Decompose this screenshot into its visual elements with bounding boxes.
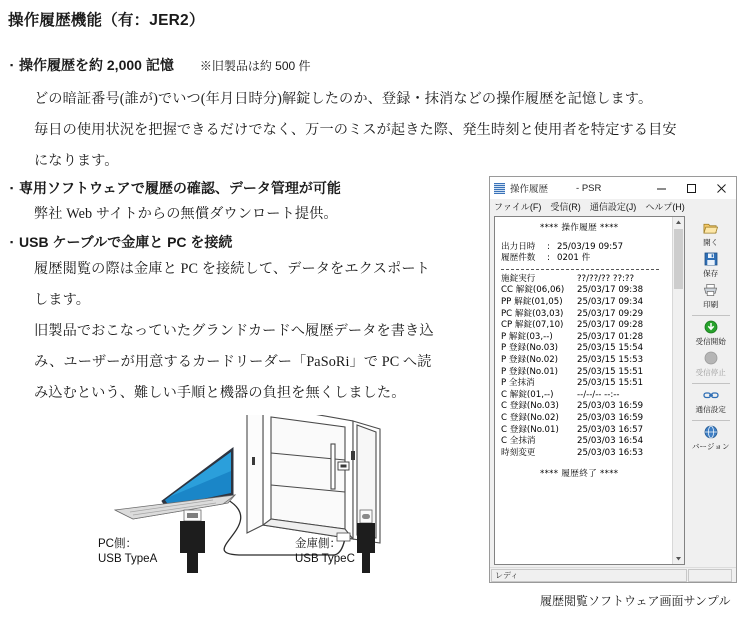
log-entry-event: C 登録(No.02) [501, 412, 559, 423]
log-entry-event: C 登録(No.01) [501, 424, 559, 435]
log-header: **** 操作履歴 **** [539, 223, 619, 233]
info-globe-icon [703, 424, 719, 440]
log-entry-event: P 登録(No.01) [501, 366, 559, 377]
safe-side-label [295, 537, 355, 567]
log-field-value: 25/03/19 09:57 [557, 241, 624, 252]
bullet-icon: ▪ [10, 237, 14, 247]
log-entry-event: C 全抹消 [501, 436, 536, 447]
section-heading-3 [10, 232, 232, 252]
log-entry-timestamp: 25/03/03 16:53 [577, 447, 644, 458]
body-line: になります。 [34, 153, 119, 169]
log-field-value: 0201 件 [557, 253, 591, 264]
log-entry-row [501, 274, 671, 286]
pc-side-label [98, 537, 157, 567]
close-icon[interactable] [706, 177, 736, 199]
status-cell-2 [688, 569, 732, 582]
log-field-output-datetime [501, 242, 671, 254]
log-entry-event: C 登録(No.03) [501, 401, 559, 412]
log-entry-row [501, 309, 671, 321]
log-entry-timestamp: 25/03/17 01:28 [577, 331, 644, 342]
body-line: します。 [34, 292, 91, 308]
log-entry-row [501, 425, 671, 437]
link-icon [703, 387, 719, 403]
toolbar-button-save[interactable] [689, 250, 733, 281]
log-entry-timestamp: 25/03/03 16:57 [577, 424, 644, 435]
log-field-label: 出力日時 [501, 241, 536, 252]
log-entry-timestamp: ??/??/?? ??:?? [577, 273, 635, 284]
toolbar-label-comm-settings: 通信設定 [695, 405, 726, 414]
toolbar-button-open[interactable] [689, 219, 733, 250]
log-entry-timestamp: 25/03/17 09:28 [577, 320, 644, 331]
window-subtitle: - PSR [576, 182, 602, 194]
log-entry-timestamp: 25/03/03 16:59 [577, 401, 644, 412]
log-entry-event: CP 解錠(07,10) [501, 320, 564, 331]
toolbar-label-version: バージョン [691, 442, 730, 451]
log-entry-timestamp: --/--/-- --:-- [577, 389, 620, 400]
body-line: 毎日の使用状況を把握できるだけでなく、万一のミスが起きた際、発生時刻と使用者を特定する目安 [34, 122, 677, 138]
toolbar-label-open: 開く [703, 238, 719, 247]
body-line: み、ユーザーが用意するカードリーダー「PaSoRi」で PC へ読 [34, 354, 432, 370]
menu-item-receive[interactable]: 受信(R) [550, 202, 581, 212]
log-field-record-count [501, 253, 671, 265]
bullet-icon: ▪ [10, 60, 14, 70]
usb-type-c-plug [357, 510, 375, 573]
log-entry-row [501, 390, 671, 402]
history-log-panel[interactable] [494, 216, 685, 565]
log-entry-row [501, 297, 671, 309]
log-entry-timestamp: 25/03/17 09:29 [577, 308, 644, 319]
scrollbar-thumb[interactable] [674, 229, 683, 289]
app-screenshot-caption: 履歴閲覧ソフトウェア画面サンプル [540, 594, 731, 608]
log-entry-timestamp: 25/03/15 15:51 [577, 378, 644, 389]
log-entry-row [501, 332, 671, 344]
body-line: み込むという、難しい手順と機器の負担を無くしました。 [34, 385, 406, 401]
log-rows [501, 274, 671, 460]
toolbar-label-stop-receive: 受信停止 [695, 368, 726, 377]
menubar [490, 199, 736, 214]
toolbar-button-version[interactable] [689, 423, 733, 454]
log-entry-event: PP 解錠(01,05) [501, 296, 563, 307]
log-entry-event: CC 解錠(06,06) [501, 285, 565, 296]
illustration-svg [95, 415, 495, 605]
log-entry-timestamp: 25/03/17 09:38 [577, 285, 644, 296]
menu-item-comm-settings[interactable]: 通信設定(J) [589, 202, 637, 212]
window-body [490, 214, 736, 567]
body-line: 旧製品でおこなっていたグランドカードへ履歴データを書き込 [34, 323, 434, 339]
log-entry-row [501, 343, 671, 355]
stop-grey-icon [703, 350, 719, 366]
history-viewer-window [489, 176, 737, 583]
pc-side-label-line1: PC側： [98, 538, 137, 550]
log-entry-row [501, 367, 671, 379]
window-title: 操作履歴 [510, 184, 549, 195]
log-entry-event: P 解錠(03,--) [501, 331, 553, 342]
bullet-icon: ▪ [10, 183, 14, 193]
log-field-separator: : [547, 253, 550, 264]
log-entry-row [501, 355, 671, 367]
toolbar-divider [692, 315, 730, 316]
log-entry-row [501, 378, 671, 390]
download-green-icon [703, 319, 719, 335]
app-icon [494, 183, 505, 194]
safe-side-label-line2: USB TypeC [295, 553, 355, 565]
window-titlebar[interactable] [490, 177, 736, 199]
toolbar-divider [692, 383, 730, 384]
body-line: 履歴閲覧の際は金庫と PC を接続して、データをエクスポート [34, 261, 430, 277]
log-entry-event: PC 解錠(03,03) [501, 308, 564, 319]
body-line: 弊社 Web サイトからの無償ダウンロート提供。 [34, 206, 338, 222]
laptop [115, 448, 235, 519]
toolbar-divider [692, 420, 730, 421]
log-entry-row [501, 436, 671, 448]
log-entry-event: P 全抹消 [501, 378, 535, 389]
history-log-text [495, 217, 673, 564]
pc-side-label-line2: USB TypeA [98, 553, 158, 565]
log-entry-event: 時刻変更 [501, 447, 536, 458]
log-entry-row [501, 285, 671, 297]
side-toolbar [687, 216, 734, 565]
log-entry-event: 施錠実行 [501, 273, 536, 284]
menu-item-file[interactable]: ファイル(F) [494, 202, 542, 212]
window-controls [646, 177, 736, 199]
log-entry-event: C 解錠(01,--) [501, 389, 554, 400]
usb-port-slot [341, 465, 347, 468]
log-entry-timestamp: 25/03/17 09:34 [577, 296, 644, 307]
log-entry-row [501, 401, 671, 413]
safe-side-label-line1: 金庫側： [295, 538, 341, 550]
toolbar-label-save: 保存 [703, 269, 719, 278]
toolbar-button-comm-settings[interactable] [689, 386, 733, 417]
usb-connection-illustration [95, 415, 495, 605]
usb-type-a-plug [180, 510, 205, 573]
vertical-scrollbar[interactable] [672, 217, 684, 564]
log-entry-event: P 登録(No.03) [501, 343, 559, 354]
scroll-down-icon[interactable] [673, 553, 684, 564]
maximize-icon[interactable] [676, 177, 706, 199]
floppy-save-icon [703, 251, 719, 267]
toolbar-button-start-receive[interactable] [689, 318, 733, 349]
toolbar-button-print[interactable] [689, 281, 733, 312]
log-footer: **** 履歴終了 **** [539, 469, 619, 480]
statusbar [490, 567, 736, 582]
body-line: どの暗証番号(誰が)でいつ(年月日時分)解錠したのか、登録・抹消などの操作履歴を記憶します。 [34, 91, 653, 107]
log-entry-timestamp: 25/03/15 15:51 [577, 366, 644, 377]
log-entry-row [501, 320, 671, 332]
log-entry-event: P 登録(No.02) [501, 354, 559, 365]
log-entry-timestamp: 25/03/15 15:53 [577, 354, 644, 365]
page-title: 操作履歴機能（有：JER2） [8, 12, 205, 29]
toolbar-button-stop-receive [689, 349, 733, 380]
toolbar-label-print: 印刷 [703, 300, 719, 309]
log-field-label: 履歴件数 [501, 253, 536, 264]
toolbar-label-start-receive: 受信開始 [695, 337, 726, 346]
log-entry-row [501, 413, 671, 425]
log-entry-timestamp: 25/03/03 16:54 [577, 436, 644, 447]
log-entry-timestamp: 25/03/03 16:59 [577, 412, 644, 423]
folder-open-icon [703, 220, 719, 236]
section-heading-2 [10, 178, 341, 198]
section-note-1: ※旧製品は約 500 件 [199, 59, 311, 73]
section-heading-3-text: USB ケーブルで金庫と PC を接続 [19, 234, 233, 250]
menu-item-help[interactable]: ヘルプ(H) [645, 202, 685, 212]
log-entry-timestamp: 25/03/15 15:54 [577, 343, 644, 354]
printer-icon [703, 282, 719, 298]
log-divider [501, 269, 659, 270]
log-entry-row [501, 448, 671, 460]
status-text: レディ [491, 569, 687, 582]
log-field-separator: : [547, 241, 550, 252]
section-heading-2-text: 専用ソフトウェアで履歴の確認、データ管理が可能 [19, 180, 341, 196]
minimize-icon[interactable] [646, 177, 676, 199]
section-heading-1 [10, 55, 311, 75]
section-heading-1-text: 操作履歴を約 2,000 記憶 [19, 57, 174, 73]
scroll-up-icon[interactable] [673, 217, 684, 228]
